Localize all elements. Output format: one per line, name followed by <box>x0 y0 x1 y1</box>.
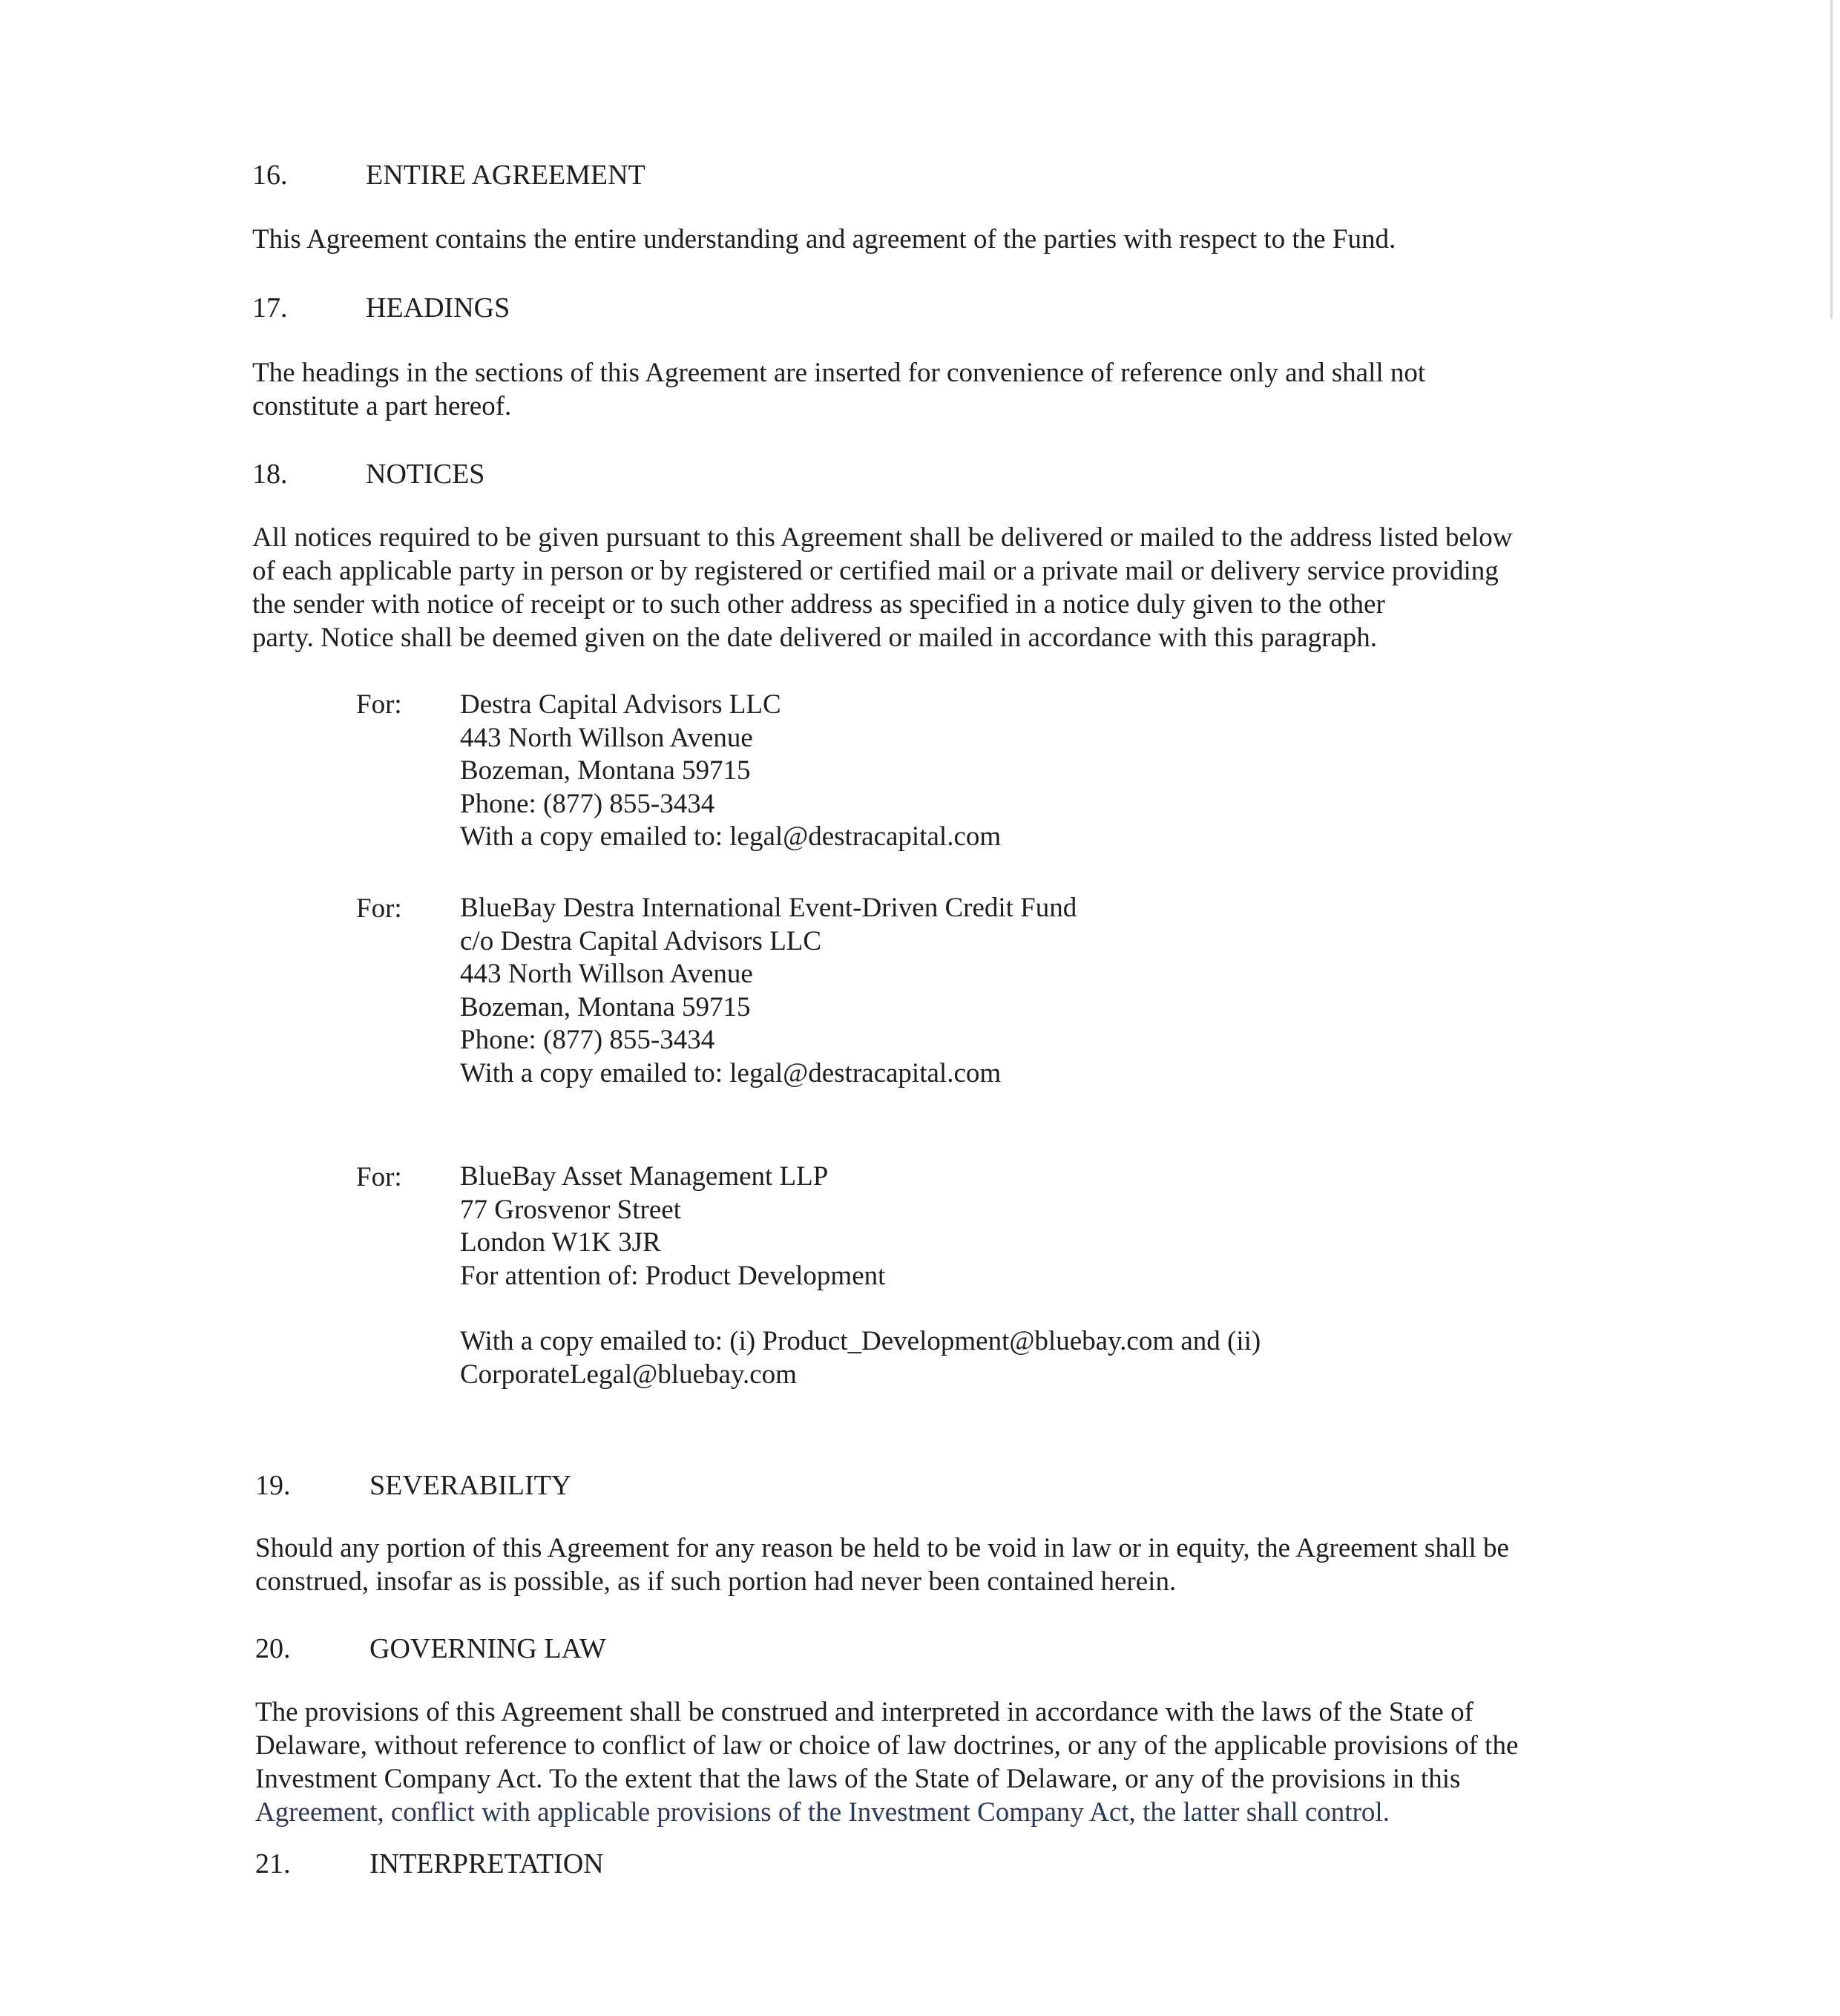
body-line: construed, insofar as is possible, as if such portion had never been contained herein. <box>255 1566 1177 1597</box>
body-line: The provisions of this Agreement shall be construed and interpreted in accordance with the laws of the State of <box>255 1697 1473 1727</box>
section-title: SEVERABILITY <box>369 1470 572 1501</box>
recipient-3-label: For: <box>356 1162 402 1192</box>
address-line: Destra Capital Advisors LLC <box>460 689 781 720</box>
recipient-3-address <box>460 1160 885 1293</box>
body-line: The headings in the sections of this Agreement are inserted for convenience of reference only and shall not <box>252 358 1426 388</box>
recipient-2-address <box>460 892 1077 1090</box>
section-number: 19. <box>255 1470 291 1501</box>
section-19-body <box>255 1531 1509 1598</box>
address-line: 443 North Willson Avenue <box>460 959 753 989</box>
address-line: For attention of: Product Development <box>460 1260 886 1291</box>
section-18-body <box>252 521 1512 654</box>
address-line: With a copy emailed to: legal@destracapital.com <box>460 1057 1002 1089</box>
recipient-2-label: For: <box>356 893 402 924</box>
address-line: Phone: (877) 855-3434 <box>460 788 715 819</box>
copy-line: CorporateLegal@bluebay.com <box>460 1359 797 1390</box>
address-line: 443 North Willson Avenue <box>460 722 753 753</box>
section-16-body <box>252 223 1396 256</box>
address-line: With a copy emailed to: legal@destracapital.com <box>460 821 1002 852</box>
address-line: BlueBay Destra International Event-Driven Credit Fund <box>460 893 1077 923</box>
body-line: party. Notice shall be deemed given on the date delivered or mailed in accordance with this paragraph. <box>252 623 1378 653</box>
body-line: Delaware, without reference to conflict of law or choice of law doctrines, or any of the applicable provisions of the <box>255 1730 1519 1761</box>
section-number: 16. <box>252 160 288 191</box>
address-line: Bozeman, Montana 59715 <box>460 991 751 1022</box>
section-18-heading <box>252 458 846 490</box>
body-line: Investment Company Act. To the extent that the laws of the State of Delaware, or any of the provisions in this <box>255 1764 1461 1794</box>
section-title: GOVERNING LAW <box>369 1633 606 1664</box>
address-line: London W1K 3JR <box>460 1227 661 1258</box>
copy-line: With a copy emailed to: (i) Product_Development@bluebay.com and (ii) <box>460 1326 1261 1356</box>
section-19-heading <box>255 1469 849 1502</box>
section-number: 17. <box>252 292 288 324</box>
recipient-3-copy <box>460 1325 1261 1391</box>
body-line: This Agreement contains the entire understanding and agreement of the parties with respect to the Fund. <box>252 224 1396 255</box>
section-17-body <box>252 356 1425 423</box>
address-line: 77 Grosvenor Street <box>460 1194 681 1225</box>
recipient-1-label: For: <box>356 689 402 720</box>
section-20-body <box>255 1695 1518 1829</box>
section-16-heading <box>252 159 846 191</box>
body-line: Agreement, conflict with applicable provisions of the Investment Company Act, the latter shall control. <box>255 1797 1390 1828</box>
section-17-heading <box>252 292 846 324</box>
address-line: c/o Destra Capital Advisors LLC <box>460 925 822 956</box>
address-line: Bozeman, Montana 59715 <box>460 755 751 786</box>
section-20-heading <box>255 1632 849 1665</box>
page-edge-shadow <box>1830 0 1833 319</box>
address-line: Phone: (877) 855-3434 <box>460 1025 715 1055</box>
body-line: constitute a part hereof. <box>252 391 512 421</box>
recipient-1-address <box>460 689 1001 854</box>
body-line: the sender with notice of receipt or to such other address as specified in a notice duly given to the other <box>252 589 1385 620</box>
section-21-heading <box>255 1848 849 1880</box>
section-title: INTERPRETATION <box>369 1848 604 1879</box>
section-number: 20. <box>255 1633 291 1664</box>
address-line: BlueBay Asset Management LLP <box>460 1161 829 1192</box>
section-title: NOTICES <box>366 459 485 490</box>
section-title: ENTIRE AGREEMENT <box>366 160 645 191</box>
section-number: 21. <box>255 1848 291 1879</box>
body-line: of each applicable party in person or by registered or certified mail or a private mail or delivery service providing <box>252 556 1499 586</box>
body-line: Should any portion of this Agreement for any reason be held to be void in law or in equity, the Agreement shall be <box>255 1533 1509 1563</box>
body-line: All notices required to be given pursuant to this Agreement shall be delivered or mailed to the address listed below <box>252 522 1513 553</box>
section-title: HEADINGS <box>366 292 510 324</box>
section-number: 18. <box>252 459 288 490</box>
